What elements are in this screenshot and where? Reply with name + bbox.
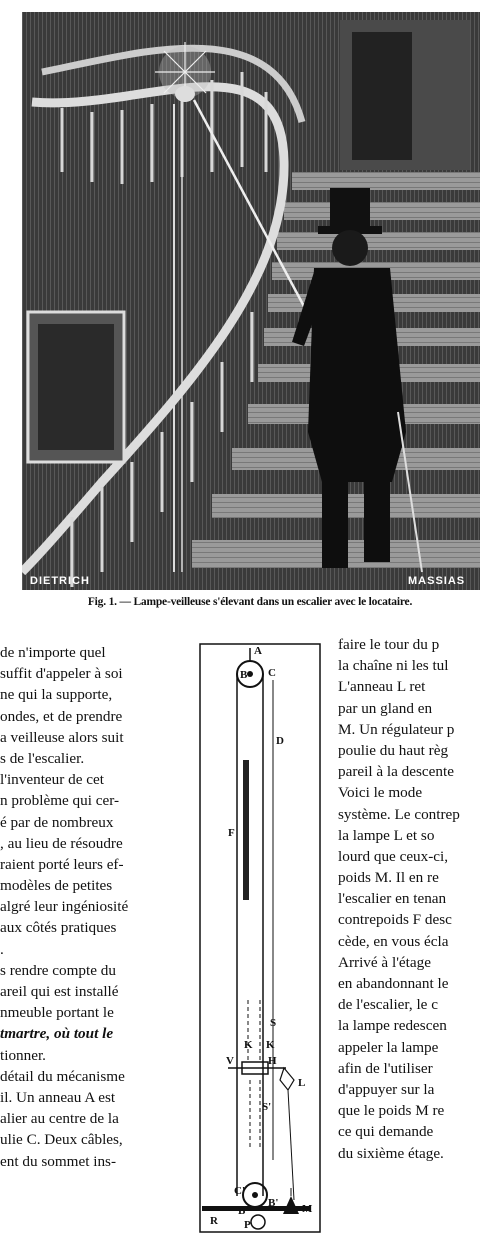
engraving-signature-left: DIETRICH [30,575,90,587]
text-line: a veilleuse alors suit [0,728,124,746]
figure-caption: Fig. 1. — Lampe-veilleuse s'élevant dans un escalier avec le locataire. [87,596,413,608]
text-line: cède, en vous écla [338,932,449,950]
text-line: ne qui la supporte, [0,686,113,704]
text-line: , au lieu de résoudre [0,834,123,852]
text-line: alier au centre de la [0,1110,119,1128]
text-line: appeler la lampe [338,1038,439,1056]
text-line: L'anneau L ret [338,678,426,696]
diagram-label: S [270,1017,277,1029]
text-line: algré leur ingéniosité [0,898,129,916]
text-line: l'inventeur de cet [0,771,104,789]
diagram-label: A [254,645,262,657]
text-line: Arrivé à l'étage [338,953,431,971]
text-line: suffit d'appeler à soi [0,665,123,683]
text-line: modèles de petites [0,877,113,895]
diagram-label: L [298,1077,306,1089]
text-line: M. Un régulateur p [338,720,455,738]
text-line: é par de nombreux [0,813,114,831]
text-line: ulie C. Deux câbles, [0,1131,123,1149]
text-line: la chaîne ni les tul [338,657,449,675]
diagram-label: F [228,827,235,839]
diagram-label: V [226,1055,234,1067]
text-line: n problème qui cer- [0,792,120,810]
diagram-label: C' [234,1185,245,1197]
text-line: . [0,940,4,958]
text-line: tionner. [0,1046,46,1064]
text-line: par un gland en [338,699,433,717]
text-line: ce qui demande [338,1123,434,1141]
text-line: poids M. Il en re [338,869,439,887]
text-line: d'appuyer sur la [338,1080,435,1098]
text-line: pareil à la descente [338,763,454,781]
text-line: ent du sommet ins- [0,1152,117,1170]
text-line: la lampe redescen [338,1017,447,1035]
engraving-signature-right: MASSIAS [408,575,466,587]
text-line: raient porté leurs ef- [0,855,124,873]
text-line: la lampe L et so [338,826,435,844]
diagram-label: B [240,669,248,681]
text-line: Voici le mode [338,784,423,802]
diagram-label: M [302,1203,313,1215]
lamp-icon [155,42,215,102]
staircase-engraving [22,12,480,590]
engraving-drawing [22,12,480,590]
text-line: afin de l'utiliser [338,1059,433,1077]
text-line: détail du mécanisme [0,1067,125,1085]
text-line: contrepoids F desc [338,911,452,929]
text-line: l'escalier en tenan [338,890,447,908]
text-line: s de l'escalier. [0,749,85,767]
diagram-label: K [244,1039,253,1051]
text-line: nmeuble portant le [0,1004,114,1022]
text-line: s rendre compte du [0,961,116,979]
diagram-label: B' [238,1205,249,1217]
diagram-label: S' [262,1101,272,1113]
diagram-label: D [276,735,284,747]
text-line: areil qui est installé [0,983,119,1000]
text-line: aux côtés pratiques [0,919,117,937]
text-line: en abandonnant le [338,975,449,992]
mechanism-drawing [198,640,328,1236]
text-column-right [338,634,500,1164]
text-line: poulie du haut règ [338,741,449,759]
text-column-left [0,642,180,1172]
text-line: il. Un anneau A est [0,1088,116,1106]
text-line: de n'importe quel [0,644,106,661]
mechanism-diagram [198,640,328,1236]
diagram-label: H [268,1055,277,1067]
diagram-label: C [268,667,276,679]
text-line: lourd que ceux-ci, [338,847,449,865]
text-line: de l'escalier, le c [338,996,438,1014]
text-line: que le poids M re [338,1102,445,1120]
diagram-label: P [244,1219,251,1231]
text-line: tmartre, où tout le [0,1025,114,1043]
text-line: du sixième étage. [338,1144,444,1162]
diagram-label: B' [268,1197,279,1209]
text-line: système. Le contrep [338,805,460,823]
text-line: faire le tour du p [338,636,440,653]
text-line: ondes, et de prendre [0,707,123,725]
diagram-label: R [210,1215,218,1227]
diagram-label: K [266,1039,275,1051]
